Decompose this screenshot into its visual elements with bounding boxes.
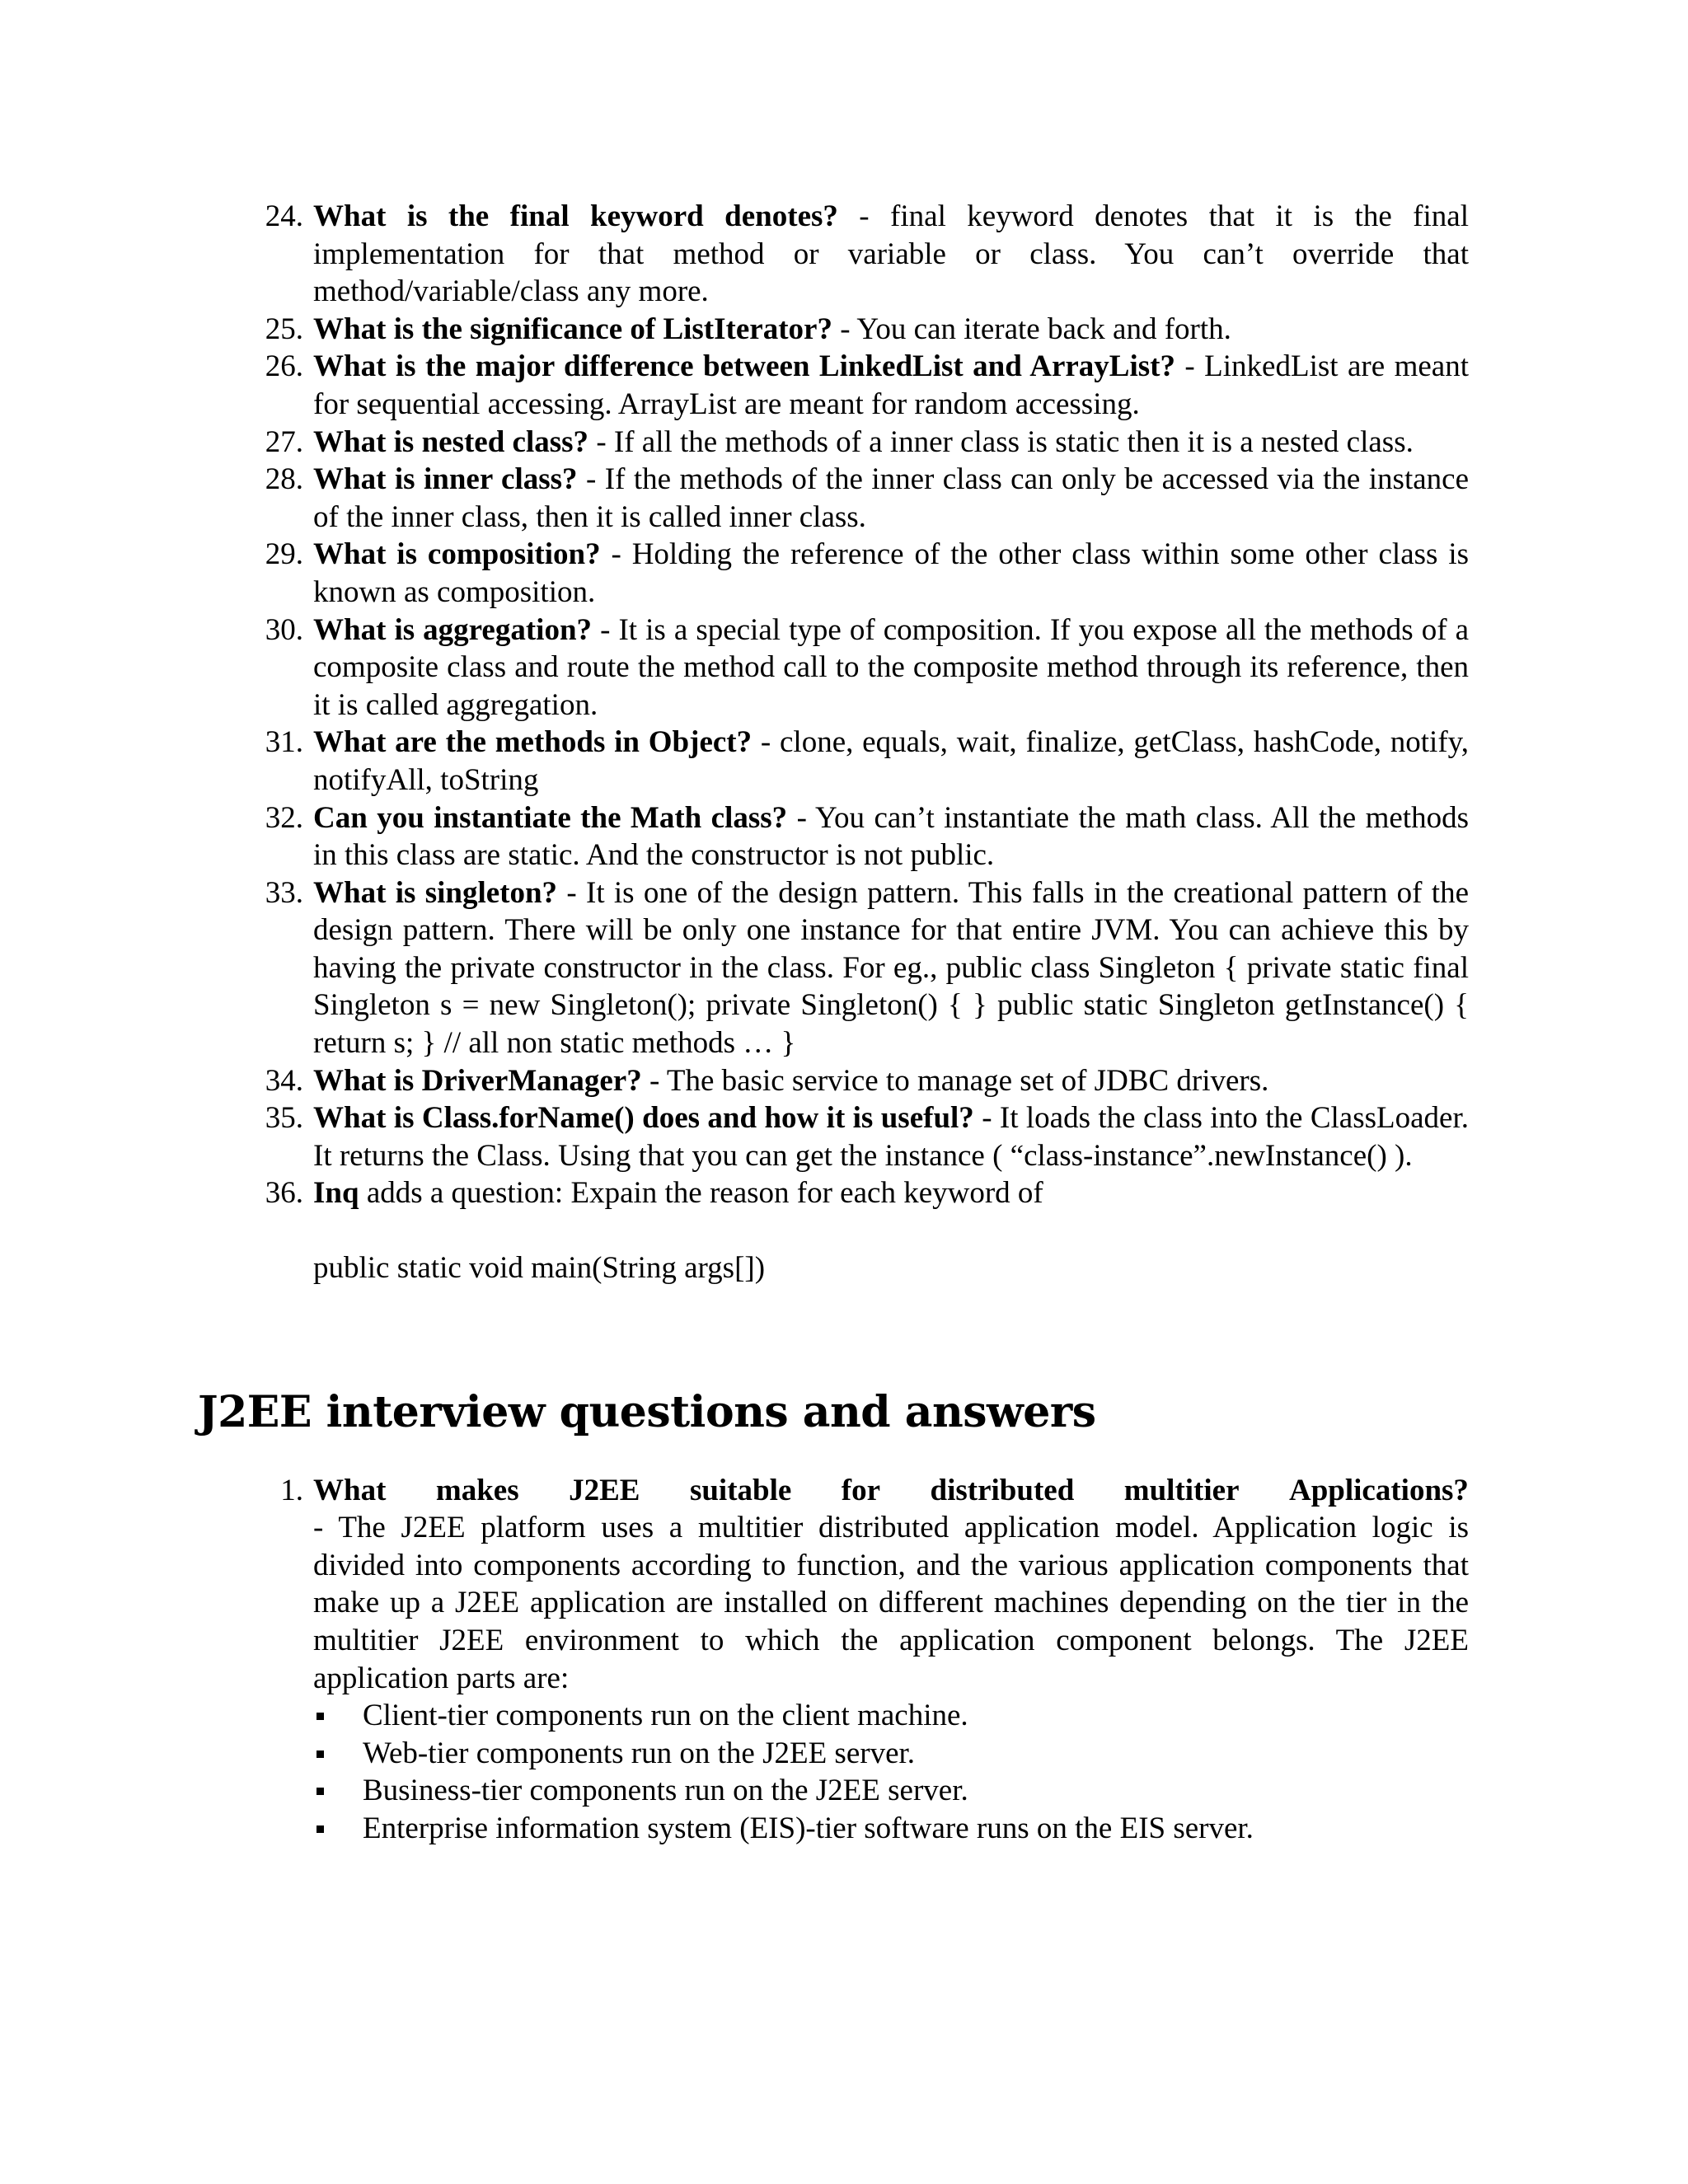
answer-text: - The basic service to manage set of JDBC drivers. <box>641 1063 1269 1098</box>
question-text: What is the major difference between LinkedList and ArrayList? <box>313 349 1175 384</box>
question-text: What is aggregation? <box>313 612 593 647</box>
item-number: 25. <box>265 312 303 346</box>
square-bullet-icon <box>316 1750 324 1758</box>
question-word: What <box>313 1473 387 1507</box>
section-heading: J2EE interview questions and answers <box>198 1386 1096 1437</box>
answer-text: - It is one of the design pattern. This falls in the creational pattern of the design pattern. There will be only one instance for that entire JVM. You can achieve this by having the private constructor in the class. For eg., public class Singleton { private static final Singleton s = new Singleton(); private Singleton() { } public static Singleton getInstance() { return s; } // all non static methods … } <box>313 875 1469 1061</box>
bullet-text: Client-tier components run on the client machine. <box>363 1699 968 1733</box>
list-item <box>198 424 1469 462</box>
answer-text: - If the methods of the inner class can only be accessed via the instance of the inner class, then it is called inner class. <box>313 462 1469 534</box>
item-number: 36. <box>265 1176 303 1211</box>
square-bullet-icon <box>316 1825 324 1833</box>
question-word: J2EE <box>569 1473 640 1507</box>
bullet-list <box>313 1697 1469 1847</box>
question-text: What is nested class? <box>313 424 589 459</box>
list-item <box>198 799 1469 874</box>
bullet-text: Enterprise information system (EIS)-tier software runs on the EIS server. <box>363 1811 1254 1845</box>
list-item <box>198 1174 1469 1212</box>
list-item <box>198 461 1469 536</box>
question-text: What is the final keyword denotes? <box>313 199 838 233</box>
answer-text: - If all the methods of a inner class is static then it is a nested class. <box>588 424 1414 459</box>
answer-text: - LinkedList are meant for sequential accessing. ArrayList are meant for random accessing. <box>313 349 1469 421</box>
item-number: 32. <box>265 800 303 835</box>
question-text: What is singleton? <box>313 875 558 910</box>
answer-text: - final keyword denotes that it is the final implementation for that method or variable or class. You can’t override that method/variable/class any more. <box>313 199 1469 309</box>
question-text: What are the methods in Object? <box>313 725 753 760</box>
list-item <box>198 724 1469 799</box>
list-item <box>198 1472 1469 1848</box>
list-item <box>198 1062 1469 1100</box>
question-text: Inq <box>313 1176 359 1211</box>
answer-text: - Holding the reference of the other class within some other class is known as composition. <box>313 537 1469 609</box>
bullet-text: Business-tier components run on the J2EE server. <box>363 1774 968 1808</box>
java-question-list <box>198 198 1469 1212</box>
page-content <box>198 198 1469 1848</box>
question-text <box>313 1472 1469 1510</box>
item-number: 34. <box>265 1063 303 1098</box>
list-item <box>198 1099 1469 1174</box>
answer-text: - You can’t instantiate the math class. All the methods in this class are static. And the constructor is not public. <box>313 800 1469 873</box>
answer-text: - clone, equals, wait, finalize, getClass, hashCode, notify, notifyAll, toString <box>313 725 1469 797</box>
item-number: 29. <box>265 537 303 572</box>
bullet-text: Web-tier components run on the J2EE server. <box>363 1736 916 1770</box>
list-item <box>198 198 1469 311</box>
question-word: Applications? <box>1289 1473 1469 1507</box>
item-number: 35. <box>265 1101 303 1136</box>
item-number: 24. <box>265 199 303 233</box>
answer-text: - It loads the class into the ClassLoader. It returns the Class. Using that you can get the instance ( “class-instance”.newInstance() ). <box>313 1101 1469 1173</box>
bullet-item <box>313 1697 1469 1735</box>
question-word: for <box>841 1473 881 1507</box>
list-item <box>198 311 1469 349</box>
bullet-item <box>313 1772 1469 1810</box>
item-number: 30. <box>265 612 303 647</box>
question-text: What is Class.forName() does and how it is useful? <box>313 1101 974 1136</box>
question-text: What is inner class? <box>313 462 578 497</box>
item-number: 31. <box>265 725 303 760</box>
question-word: makes <box>435 1473 519 1507</box>
square-bullet-icon <box>316 1713 324 1720</box>
question-text: What is DriverManager? <box>313 1063 642 1098</box>
item-number: 26. <box>265 349 303 384</box>
question-text: What is composition? <box>313 537 601 572</box>
answer-text: - It is a special type of composition. If you expose all the methods of a composite class and route the method call to the composite method through its reference, then it is called aggregation. <box>313 612 1469 722</box>
question-text: Can you instantiate the Math class? <box>313 800 788 835</box>
answer-text: - You can iterate back and forth. <box>832 312 1231 346</box>
question-word: suitable <box>689 1473 792 1507</box>
bullet-item <box>313 1735 1469 1773</box>
j2ee-question-list <box>198 1472 1469 1848</box>
item-number: 33. <box>265 875 303 910</box>
question-text: What is the significance of ListIterator? <box>313 312 832 346</box>
list-item <box>198 348 1469 423</box>
item-number: 27. <box>265 424 303 459</box>
question-word: distributed <box>930 1473 1075 1507</box>
item-number: 28. <box>265 462 303 497</box>
bullet-item <box>313 1810 1469 1848</box>
item-number: 1. <box>280 1473 303 1507</box>
answer-text: - The J2EE platform uses a multitier distributed application model. Application logic is divided into components according to function, and the various application components that make up a J2EE application are installed on different machines depending on the tier in the multitier J2EE environment to which the application component belongs. The J2EE application parts are: <box>313 1511 1469 1695</box>
list-item <box>198 612 1469 724</box>
list-item <box>198 536 1469 611</box>
question-word: multitier <box>1123 1473 1240 1507</box>
square-bullet-icon <box>316 1788 324 1795</box>
code-snippet: public static void main(String args[]) <box>313 1251 766 1286</box>
list-item <box>198 874 1469 1062</box>
answer-text: adds a question: Expain the reason for each keyword of <box>359 1176 1043 1211</box>
